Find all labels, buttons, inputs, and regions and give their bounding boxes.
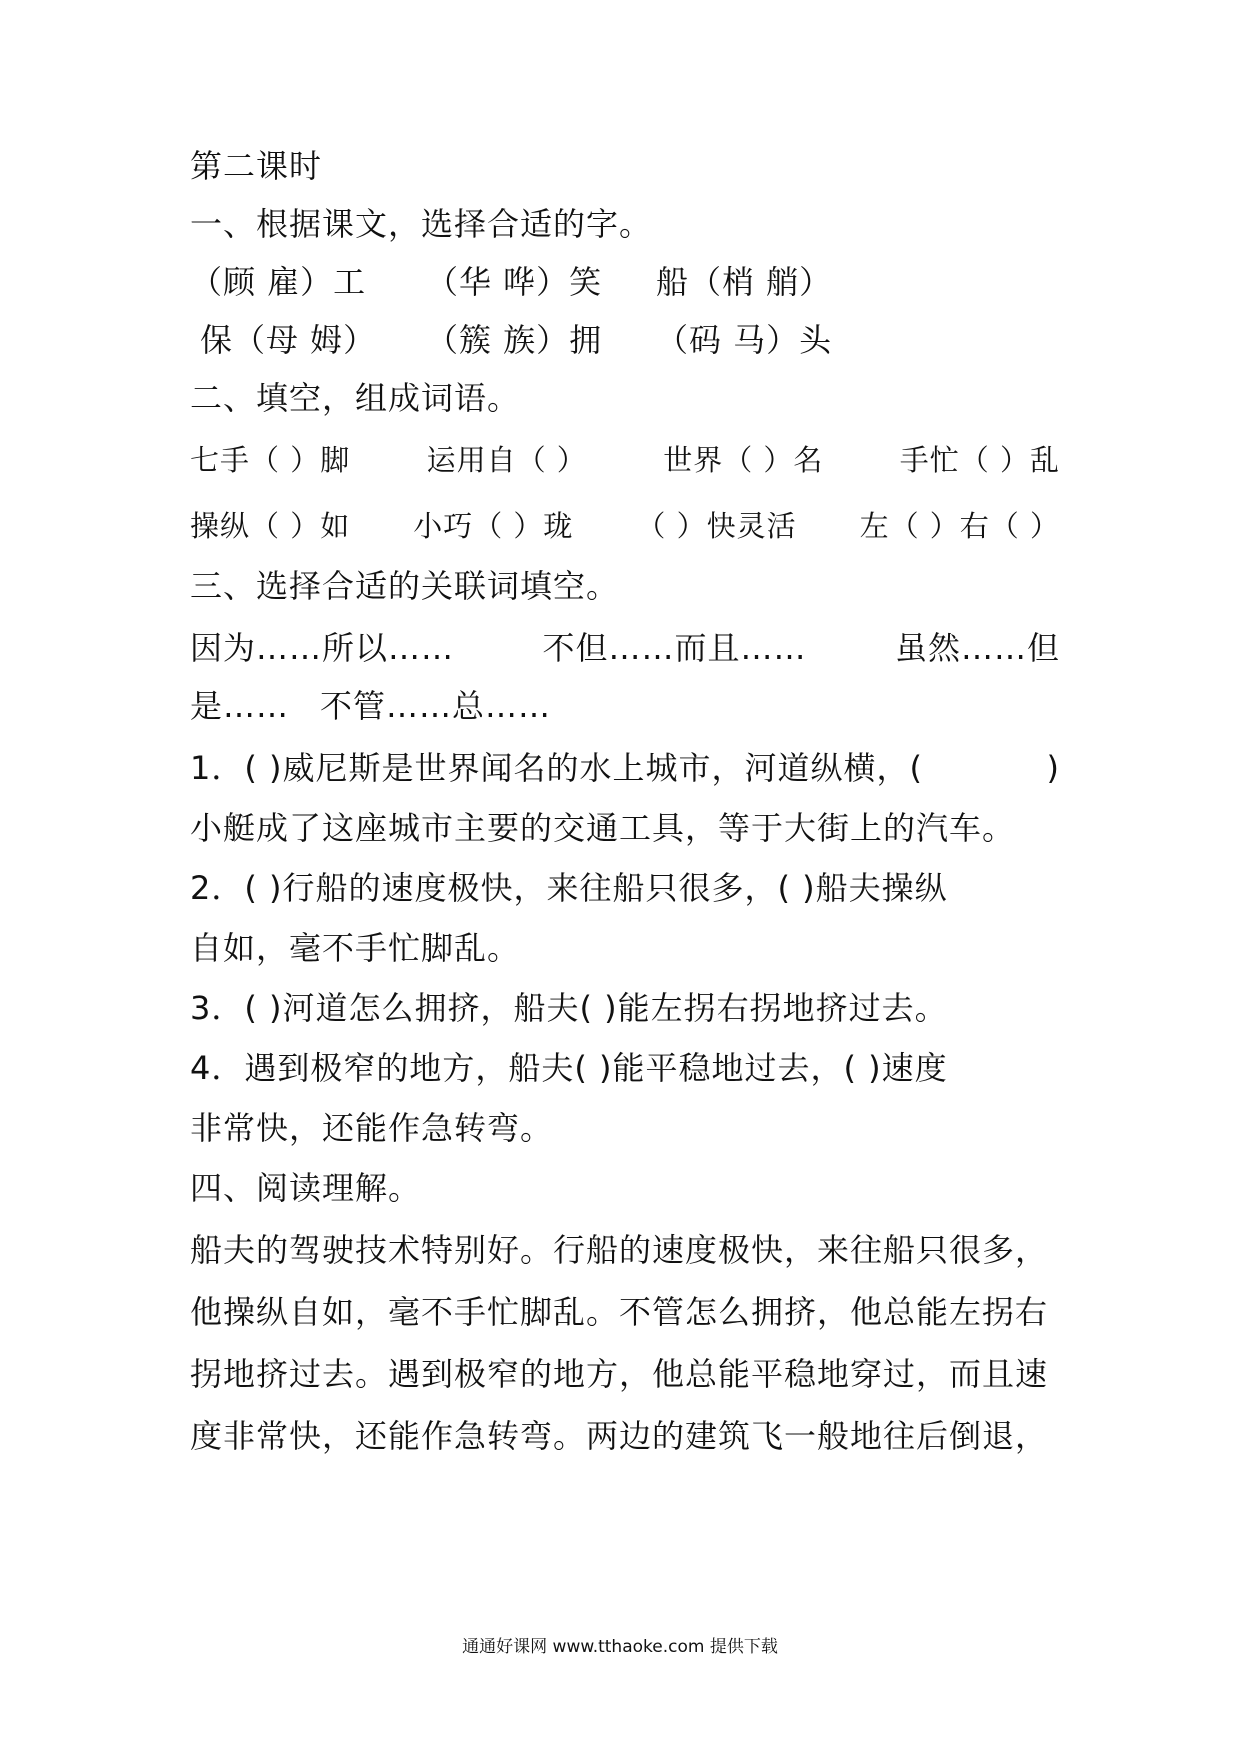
- question-4-line2: 非常快，还能作急转弯。: [190, 1109, 554, 1147]
- section2-heading: 二、填空，组成词语。: [190, 379, 521, 417]
- section1-row2: [200, 320, 1060, 360]
- choice-item: 保（母 姆）: [200, 321, 377, 359]
- section3-heading: 三、选择合适的关联词填空。: [190, 567, 620, 605]
- passage-line: 他操纵自如，毫不手忙脚乱。不管怎么拥挤，他总能左拐右: [190, 1293, 1049, 1331]
- conjunction-options-line1: [190, 628, 1060, 668]
- footer-credit: 通通好课网 www.tthaoke.com 提供下载: [462, 1637, 778, 1657]
- fill-word: 七手（ ）脚: [190, 443, 351, 477]
- question-text: ): [1046, 749, 1060, 787]
- conjunction-options-line2: [190, 686, 1060, 726]
- choice-item: （码 马）头: [656, 321, 833, 359]
- fill-word: （ ）快灵活: [636, 509, 797, 543]
- fill-word: 世界（ ）名: [663, 443, 824, 477]
- question-1-line2: 小艇成了这座城市主要的交通工具，等于大街上的汽车。: [190, 809, 1016, 847]
- fill-word: 操纵（ ）如: [190, 509, 351, 543]
- fill-word: 运用自（ ）: [426, 443, 587, 477]
- section4-heading: 四、阅读理解。: [190, 1169, 422, 1207]
- question-2-line2: 自如，毫不手忙脚乱。: [190, 929, 521, 967]
- choice-item: 船（梢 艄）: [656, 263, 833, 301]
- conjunction-option: 不管……总……: [320, 687, 552, 725]
- question-3: 3．( )河道怎么拥挤，船夫( )能左拐右拐地挤过去。: [190, 989, 948, 1027]
- question-2-line1: 2．( )行船的速度极快，来往船只很多，( )船夫操纵: [190, 869, 948, 907]
- passage-line: 拐地挤过去。遇到极窄的地方，他总能平稳地穿过，而且速: [190, 1355, 1049, 1393]
- choice-item: （华 哗）笑: [426, 263, 603, 301]
- passage-line: 船夫的驾驶技术特别好。行船的速度极快，来往船只很多，: [190, 1231, 1049, 1269]
- lesson-title: 第二课时: [190, 147, 323, 185]
- fill-word: 手忙（ ）乱: [899, 443, 1060, 477]
- question-1-line1: [190, 748, 1060, 788]
- section1-row1: [190, 262, 1060, 302]
- conjunction-option: 虽然……但: [894, 629, 1060, 667]
- passage-line: 度非常快，还能作急转弯。两边的建筑飞一般地往后倒退，: [190, 1417, 1049, 1455]
- fill-word: 左（ ）右（ ）: [859, 509, 1060, 543]
- question-4-line1: 4．遇到极窄的地方，船夫( )能平稳地过去，( )速度: [190, 1049, 948, 1087]
- choice-item: （簇 族）拥: [426, 321, 603, 359]
- section2-row1: [190, 440, 1060, 480]
- conjunction-option: 不但……而且……: [542, 629, 807, 667]
- conjunction-option: 因为……所以……: [190, 629, 455, 667]
- section2-row2: [190, 506, 1060, 546]
- question-text: 1．( )威尼斯是世界闻名的水上城市，河道纵横，(: [190, 749, 923, 787]
- choice-item: （顾 雇）工: [190, 263, 367, 301]
- conjunction-option: 是……: [190, 687, 290, 725]
- fill-word: 小巧（ ）珑: [413, 509, 574, 543]
- section1-heading: 一、根据课文，选择合适的字。: [190, 205, 653, 243]
